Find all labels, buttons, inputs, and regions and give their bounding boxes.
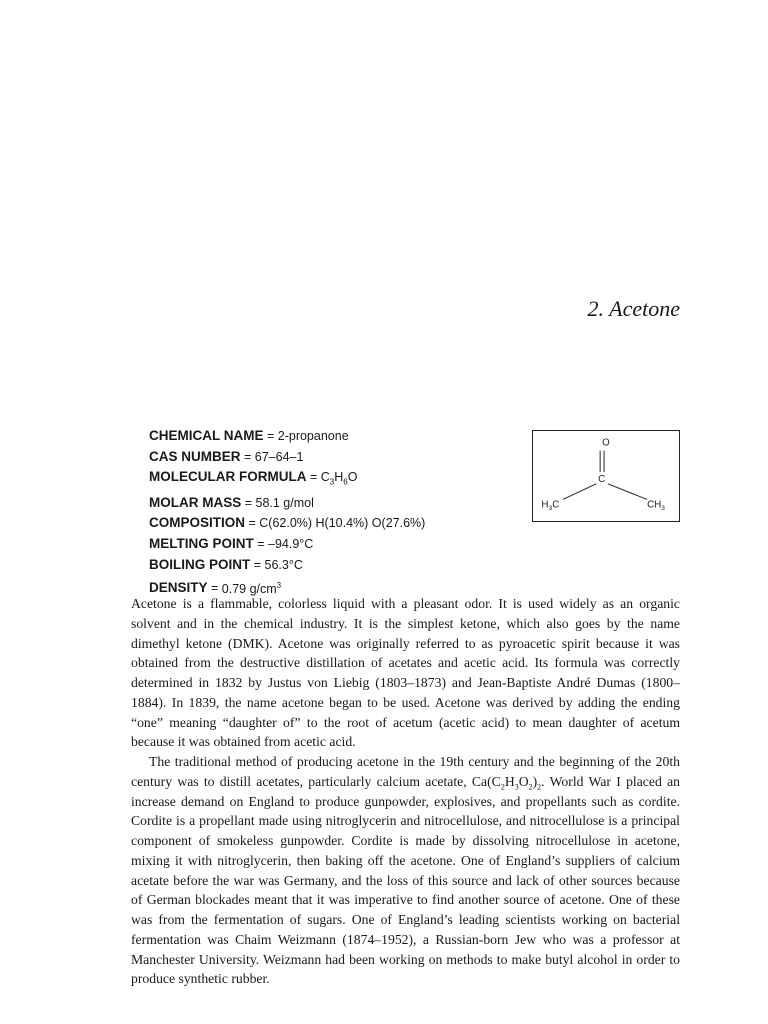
property-key: MOLAR MASS <box>149 494 242 510</box>
property-list <box>149 426 425 599</box>
property-value: 58.1 g/mol <box>255 495 314 510</box>
chapter-title: 2. Acetone <box>587 296 680 321</box>
body-text <box>131 594 680 989</box>
right-single-bond <box>608 484 647 500</box>
carbon-atom-label: C <box>598 473 606 485</box>
property-key: CAS NUMBER <box>149 448 241 464</box>
property-value: –94.9°C <box>268 537 314 552</box>
property-cas-number: CAS NUMBER = 67–64–1 <box>149 448 304 464</box>
property-key: COMPOSITION <box>149 515 246 531</box>
structural-formula-diagram <box>532 430 680 522</box>
left-single-bond <box>563 484 596 500</box>
left-methyl-group: $H_3C$ <box>541 499 560 513</box>
property-composition: COMPOSITION = C(62.0%) H(10.4%) O(27.6%) <box>149 515 426 531</box>
property-key: MOLECULAR FORMULA <box>149 469 307 485</box>
property-value: 67–64–1 <box>254 449 304 464</box>
property-density: DENSITY = 0.79 $g/cm^3$ <box>149 580 282 596</box>
property-value: C(62.0%) H(10.4%) O(27.6%) <box>259 516 426 531</box>
property-key: DENSITY <box>149 580 208 596</box>
property-molar-mass: MOLAR MASS = 58.1 g/mol <box>149 494 314 510</box>
property-value: 2-propanone <box>277 429 349 443</box>
property-boiling-point: BOILING POINT = 56.3°C <box>149 556 303 572</box>
paragraph: Acetone is a flammable, colorless liquid with a pleasant odor. It is used widely as an organic solvent and in the chemical industry. It is the simplest ketone, which also goes by the name dimethyl ketone (DMK). Acetone was originally referred to as pyroacetic spirit because it was obtained from the destructive distillation of acetates and acetic acid. Its formula was correctly determined in 1832 by Justus von Liebig (1803–1873) and Jean-Baptiste André Dumas (1800–1884). In 1839, the name acetone began to be used. Acetone was derived by adding the ending “one” meaning “daughter of” to the root of acetum (acetic acid) to mean daughter of acetum because it was obtained from acetic acid. <box>131 596 680 750</box>
property-melting-point: MELTING POINT = –94.9°C <box>149 536 314 552</box>
paragraph: The traditional method of producing acetone in the 19th century and the beginning of the 20th century was to distill acetates, particularly calcium acetate, $Ca(C_2H_3O_2)_2$. World War I placed an increase demand on England to produce gunpowder, explosives, and propellants such as cordite. Cordite is a propellant made using nitroglycerin and nitrocellulose, and nitrocellulose is a principal component of smokeless gunpowder. Cordite is made by dissolving nitrocellulose in acetone, mixing it with nitroglycerin, then baking off the acetone. One of England’s suppliers of calcium acetate before the war was Germany, and the loss of this source and lack of other sources because of German blockades meant that it was imperative to find another source of acetone. One of these was from the fermentation of sugars. One of England’s leading scientists working on bacterial fermentation was Chaim Weizmann (1874–1952), a Russian-born Jew who was a professor at Manchester University. Weizmann had been working on methods to make butyl alcohol in order to produce synthetic rubber. <box>131 754 680 987</box>
property-key: BOILING POINT <box>149 556 251 572</box>
property-molecular-formula: MOLECULAR FORMULA = $C_3H_6O$ <box>149 469 358 487</box>
property-chemical-name: CHEMICAL NAME = 2-propanone <box>149 428 349 443</box>
right-methyl-group: $CH_3$ <box>647 499 666 513</box>
property-value: 0.79 $g/cm^3$ <box>221 580 282 596</box>
property-key: CHEMICAL NAME <box>149 428 264 443</box>
acetone-structure-svg <box>533 431 679 521</box>
property-key: MELTING POINT <box>149 536 254 552</box>
oxygen-atom-label: O <box>602 437 610 449</box>
property-value: 56.3°C <box>264 557 303 572</box>
property-value: $C_3H_6O$ <box>320 470 358 487</box>
